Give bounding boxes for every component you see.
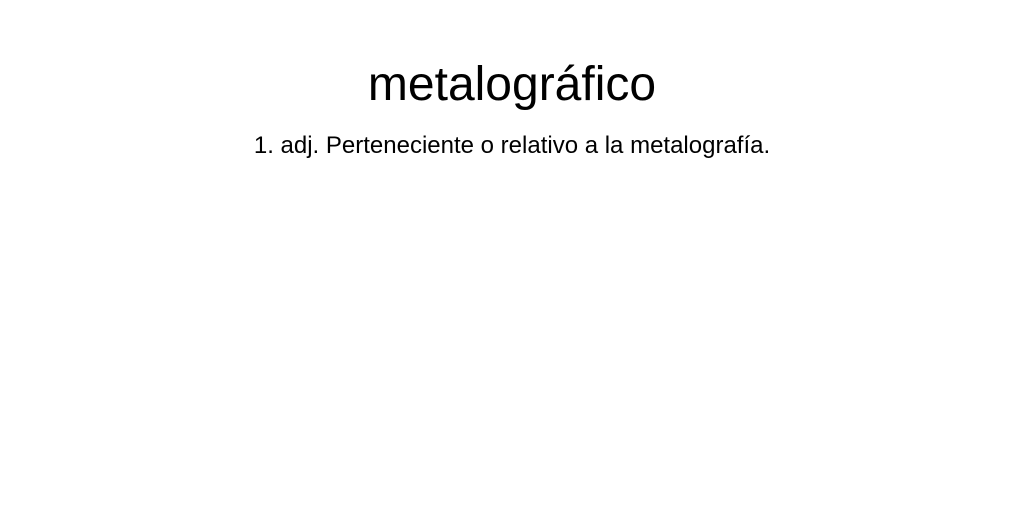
definition-1: 1. adj. Perteneciente o relativo a la metalografía. bbox=[253, 132, 771, 159]
headword: metalográfico bbox=[367, 58, 657, 111]
